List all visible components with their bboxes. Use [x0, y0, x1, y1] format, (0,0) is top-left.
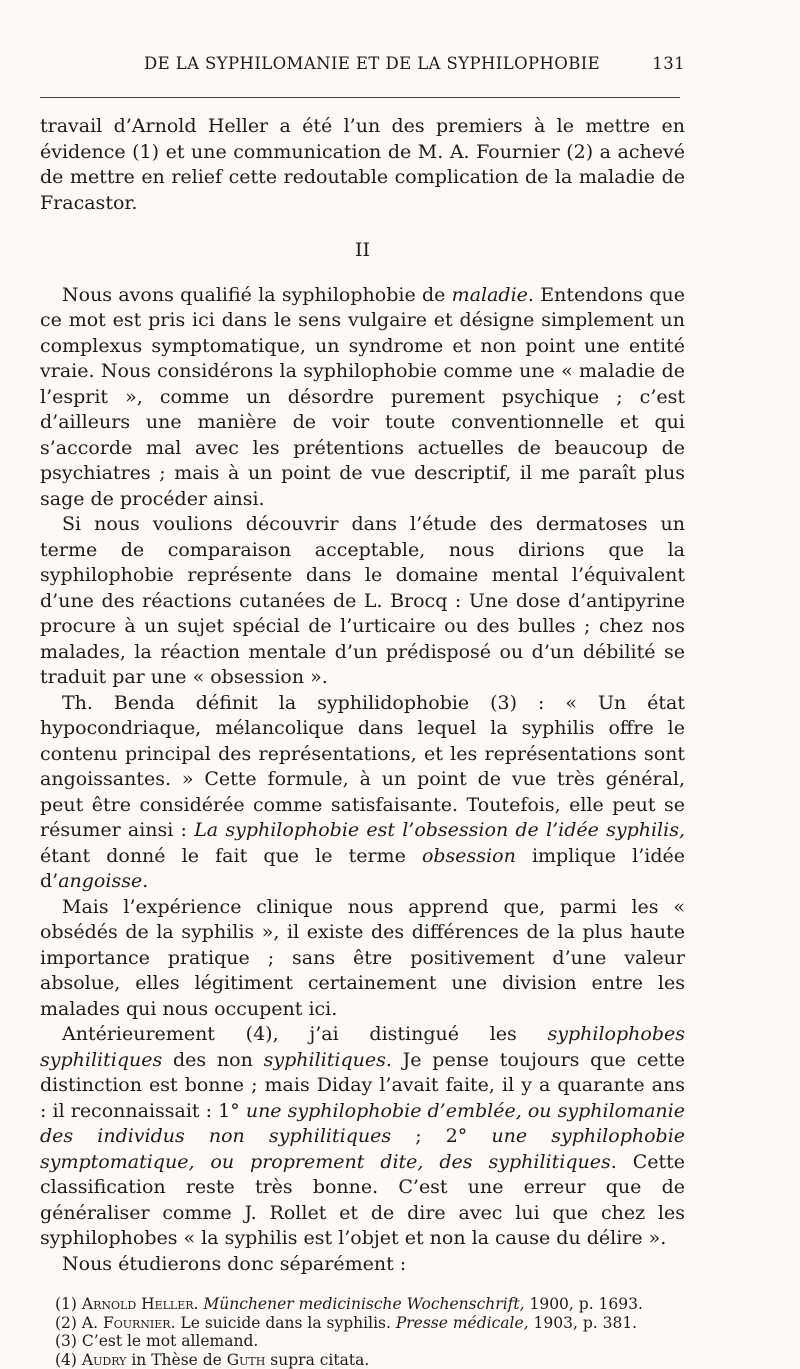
paragraph-7: Nous étudierons donc séparément :	[40, 1252, 685, 1278]
running-title: DE LA SYPHILOMANIE ET DE LA SYPHILOPHOBIE	[144, 54, 600, 73]
page-number: 131	[652, 54, 685, 73]
body-text	[40, 114, 685, 1277]
header-rule	[40, 97, 680, 98]
footnote-1: (1) Arnold Heller. Münchener medicinische Wochenschrift, 1900, p. 1693.	[40, 1295, 685, 1314]
section-heading: II	[40, 238, 685, 264]
book-page	[40, 54, 685, 1369]
paragraph-2: Nous avons qualifié la syphilophobie de maladie. Entendons que ce mot est pris ici dans le sens vulgaire et désigne simplement un complexus symptomatique, un syndrome et non point une entité vraie. Nous considérons la syphilophobie comme une « maladie de l’esprit », comme un désordre purement psychique ; c’est d’ailleurs une manière de voir toute conventionnelle et qui s’accorde mal avec les prétentions actuelles de beaucoup de psychiatres ; mais à un point de vue descriptif, il me paraît plus sage de procéder ainsi.	[40, 283, 685, 513]
paragraph-6: Antérieurement (4), j’ai distingué les syphilophobes syphilitiques des non syphilitiques. Je pense toujours que cette distinction est bonne ; mais Diday l’avait faite, il y a quarante ans : il reconnaissait : 1° une syphilophobie d’emblée, ou syphilomanie des individus non syphilitiques ; 2° une syphilophobie symptomatique, ou proprement dite, des syphilitiques. Cette classification reste très bonne. C’est une erreur que de généraliser comme J. Rollet et de dire avec lui que chez les syphilophobes « la syphilis est l’objet et non la cause du délire ».	[40, 1022, 685, 1252]
paragraph-4: Th. Benda définit la syphilidophobie (3) : « Un état hypocondriaque, mélancolique dans lequel la syphilis offre le contenu principal des représentations, et les représentations sont angoissantes. » Cette formule, à un point de vue très général, peut être considérée comme satisfaisante. Toutefois, elle peut se résumer ainsi : La syphilophobie est l’obsession de l’idée syphilis, étant donné le fait que le terme obsession implique l’idée d’angoisse.	[40, 691, 685, 895]
running-head	[40, 54, 685, 73]
paragraph-1: travail d’Arnold Heller a été l’un des premiers à le mettre en évidence (1) et une communication de M. A. Fournier (2) a achevé de mettre en relief cette redoutable complication de la maladie de Fracastor.	[40, 114, 685, 216]
paragraph-3: Si nous voulions découvrir dans l’étude des dermatoses un terme de comparaison acceptable, nous dirions que la syphilophobie représente dans le domaine mental l’équivalent d’une des réactions cutanées de L. Brocq : Une dose d’antipyrine procure à un sujet spécial de l’urticaire ou des bulles ; chez nos malades, la réaction mentale d’un prédisposé ou d’un débilité se traduit par une « obsession ».	[40, 512, 685, 691]
paragraph-5: Mais l’expérience clinique nous apprend que, parmi les « obsédés de la syphilis », il existe des différences de la plus haute importance pratique ; sans être positivement d’une valeur absolue, elles légitiment certainement une division entre les malades qui nous occupent ici.	[40, 895, 685, 1023]
footnote-4: (4) Audry in Thèse de Guth supra citata.	[40, 1351, 685, 1369]
footnotes	[40, 1295, 685, 1369]
footnote-3: (3) C’est le mot allemand.	[40, 1332, 685, 1351]
footnote-2: (2) A. Fournier. Le suicide dans la syphilis. Presse médicale, 1903, p. 381.	[40, 1314, 685, 1333]
